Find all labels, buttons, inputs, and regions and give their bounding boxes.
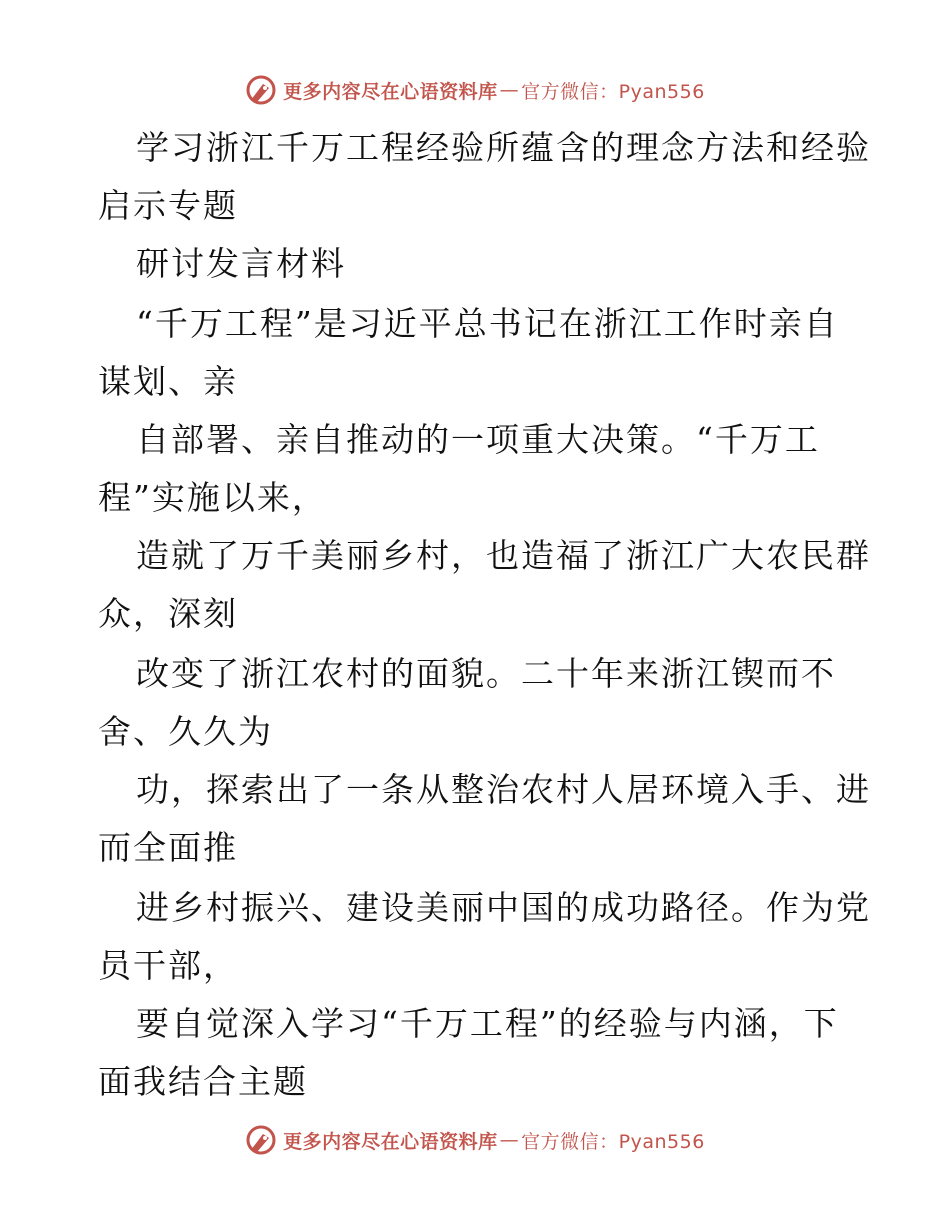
text-line: 启示专题 [98, 186, 238, 225]
text-line: 谋划、亲 [98, 362, 238, 401]
text-line: 改变了浙江农村的面貌。二十年来浙江锲而不 [136, 654, 836, 693]
text-line: 员干部， [98, 946, 238, 985]
text-line: 舍、久久为 [98, 712, 273, 751]
watermark-left-text: 更多内容尽在心语资料库 [283, 1130, 498, 1153]
text-line: 面我结合主题 [98, 1062, 308, 1101]
text-line: 自部署、亲自推动的一项重大决策。“千万工 [136, 420, 820, 459]
text-line: 功，探索出了一条从整治农村人居环境入手、进 [136, 770, 871, 809]
watermark-dash: — [499, 79, 520, 101]
pen-nib-logo-icon [245, 1124, 277, 1156]
text-line: 造就了万千美丽乡村，也造福了浙江广大农民群 [136, 536, 871, 575]
text-line: 而全面推 [98, 828, 238, 867]
watermark-left-text: 更多内容尽在心语资料库 [283, 80, 498, 103]
text-line: 程”实施以来， [98, 478, 327, 517]
text-line: 要自觉深入学习“千万工程”的经验与内涵，下 [136, 1004, 839, 1043]
watermark-right-text: 官方微信：Pyan556 [521, 1130, 705, 1153]
watermark-footer [0, 1120, 950, 1160]
text-line: 进乡村振兴、建设美丽中国的成功路径。作为党 [136, 888, 871, 927]
text-line: 研讨发言材料 [136, 244, 346, 283]
text-line: 学习浙江千万工程经验所蕴含的理念方法和经验 [136, 128, 871, 167]
watermark-right-text: 官方微信：Pyan556 [521, 80, 705, 103]
text-line: 众，深刻 [98, 594, 238, 633]
text-line: “千万工程”是习近平总书记在浙江工作时亲自 [136, 304, 839, 343]
watermark-dash: — [499, 1129, 520, 1151]
